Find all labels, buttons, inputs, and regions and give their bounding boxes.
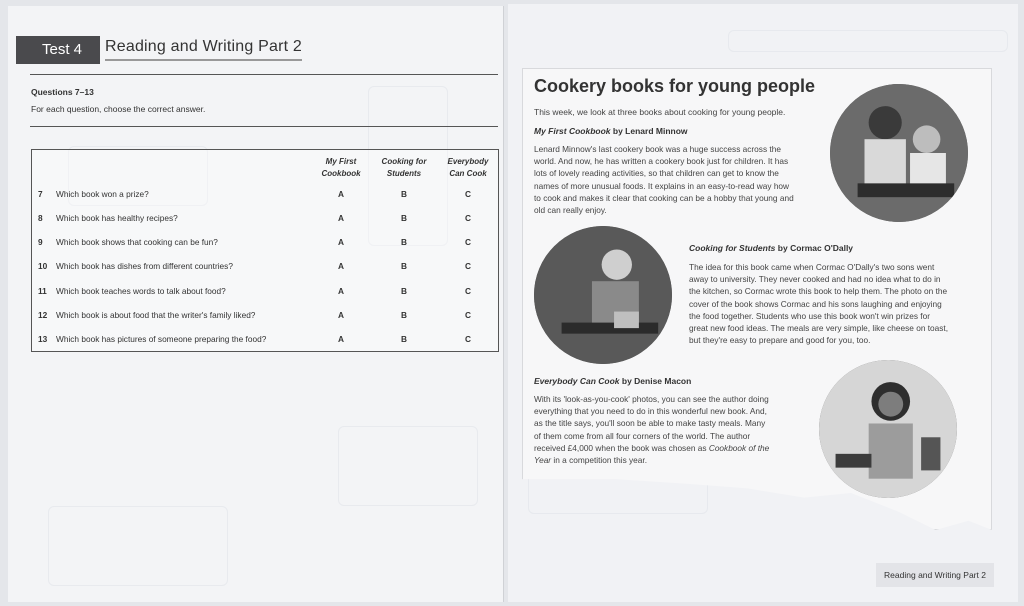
cormac-cooking-photo [534,226,672,364]
question-row [32,305,498,325]
test-number-banner: Test 4 [16,36,100,64]
option-c[interactable]: C [465,189,471,199]
question-text: Which book won a prize? [56,189,149,199]
option-c[interactable]: C [465,213,471,223]
section-title: Reading and Writing Part 2 [105,38,302,61]
option-a[interactable]: A [338,189,344,199]
family-cooking-photo [830,84,968,222]
article-intro: This week, we look at three books about cooking for young people. [534,107,786,117]
column-header: Everybody Can Cook [447,157,489,178]
option-a[interactable]: A [338,261,344,271]
question-number: 7 [38,189,43,199]
option-c[interactable]: C [465,237,471,247]
option-b[interactable]: B [401,261,407,271]
question-text: Which book is about food that the writer's family liked? [56,310,256,320]
column-header: My First Cookbook [321,157,361,178]
option-b[interactable]: B [401,334,407,344]
book3-text: With its 'look-as-you-cook' photos, you can see the author doing everything that you need to do in this wonderful new book. And, as the title says, you'll soon be able to make tasty meals. Many of them come from all four corners of the world. The author received £4,000 when the book was chosen as Cookbook of the Year in a competition this year. [534,394,770,466]
question-text: Which book teaches words to talk about food? [56,286,226,296]
divider [30,74,498,75]
option-a[interactable]: A [338,334,344,344]
denise-cooking-photo [819,360,957,498]
option-b[interactable]: B [401,237,407,247]
question-number: 12 [38,310,48,320]
book2-heading: Cooking for Students by Cormac O'Dally [689,243,854,253]
book1-text: Lenard Minnow's last cookery book was a huge success across the world. And now, he has written a cookery book just for children. It has lots of lovely reading activities, so that children can get to know the names of more unusual foods. It explains in an easy-to-read way how to cook and makes it clear that cooking can be a hobby that young and old can really enjoy. [534,144,794,216]
question-number: 9 [38,237,43,247]
column-header: Cooking for Students [381,157,427,178]
question-number: 8 [38,213,43,223]
option-b[interactable]: B [401,310,407,320]
option-a[interactable]: A [338,213,344,223]
instruction-text: For each question, choose the correct answer. [31,104,206,114]
option-c[interactable]: C [465,334,471,344]
option-c[interactable]: C [465,286,471,296]
article-title: Cookery books for young people [534,76,816,96]
option-b[interactable]: B [401,286,407,296]
option-c[interactable]: C [465,261,471,271]
book2-text: The idea for this book came when Cormac O'Dally's two sons went away to university. They never cooked and had no idea what to do in the kitchen, so Cormac wrote this book to help them. The photo on the cover of the book shows Cormac and his sons laughing and enjoying the food together. Students who use this book won't win prizes for great new food ideas. The meals are very simple, like cheese on toast, but they're easy to prepare and good for you, too. [689,262,949,346]
question-number: 10 [38,261,48,271]
question-row [32,232,498,252]
question-row [32,281,498,301]
option-c[interactable]: C [465,310,471,320]
question-row [32,208,498,228]
page-footer: Reading and Writing Part 2 [876,563,994,587]
option-b[interactable]: B [401,213,407,223]
question-text: Which book has dishes from different countries? [56,261,233,271]
question-text: Which book has pictures of someone preparing the food? [56,334,267,344]
option-a[interactable]: A [338,286,344,296]
divider [30,126,498,127]
option-a[interactable]: A [338,310,344,320]
option-b[interactable]: B [401,189,407,199]
book3-heading: Everybody Can Cook by Denise Macon [534,376,692,386]
question-text: Which book has healthy recipes? [56,213,178,223]
option-a[interactable]: A [338,237,344,247]
question-row [32,329,498,349]
book1-heading: My First Cookbook by Lenard Minnow [534,126,688,136]
question-row [32,256,498,276]
question-text: Which book shows that cooking can be fun? [56,237,218,247]
question-row [32,184,498,204]
question-number: 13 [38,334,48,344]
question-table [31,149,499,352]
question-number: 11 [38,286,47,296]
questions-heading: Questions 7–13 [31,87,94,97]
